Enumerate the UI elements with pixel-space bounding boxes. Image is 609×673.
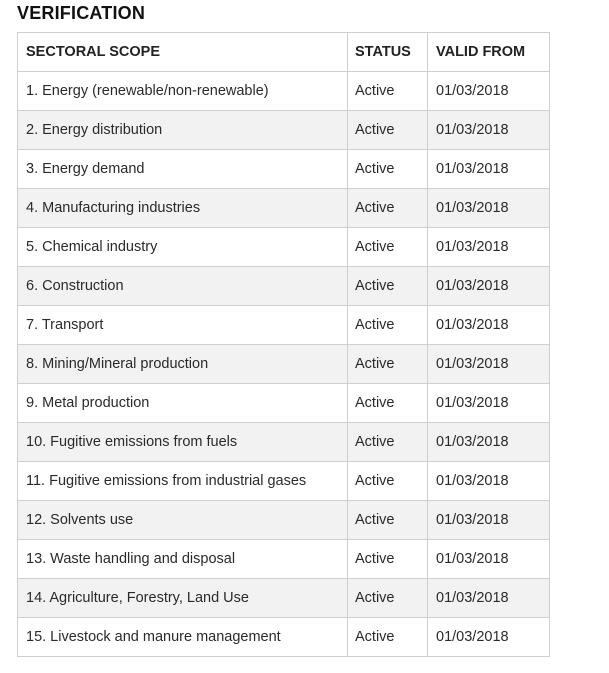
table-row	[18, 189, 550, 228]
table-header-row	[18, 33, 550, 72]
table-row	[18, 72, 550, 111]
cell-status: Active	[348, 345, 428, 384]
cell-sectoral-scope: 9. Metal production	[18, 384, 348, 423]
cell-valid-from: 01/03/2018	[428, 111, 550, 150]
column-header-status: STATUS	[348, 33, 428, 72]
cell-valid-from: 01/03/2018	[428, 462, 550, 501]
cell-status: Active	[348, 423, 428, 462]
cell-sectoral-scope: 2. Energy distribution	[18, 111, 348, 150]
cell-valid-from: 01/03/2018	[428, 540, 550, 579]
cell-status: Active	[348, 384, 428, 423]
verification-table	[17, 32, 550, 657]
cell-status: Active	[348, 579, 428, 618]
cell-sectoral-scope: 13. Waste handling and disposal	[18, 540, 348, 579]
table-row	[18, 306, 550, 345]
table-row	[18, 150, 550, 189]
cell-sectoral-scope: 4. Manufacturing industries	[18, 189, 348, 228]
column-header-sectoral-scope: SECTORAL SCOPE	[18, 33, 348, 72]
cell-valid-from: 01/03/2018	[428, 150, 550, 189]
table-row	[18, 423, 550, 462]
cell-valid-from: 01/03/2018	[428, 72, 550, 111]
verification-table-container	[17, 32, 549, 657]
table-row	[18, 111, 550, 150]
column-header-valid-from: VALID FROM	[428, 33, 550, 72]
table-row	[18, 462, 550, 501]
cell-sectoral-scope: 11. Fugitive emissions from industrial gases	[18, 462, 348, 501]
cell-sectoral-scope: 10. Fugitive emissions from fuels	[18, 423, 348, 462]
cell-sectoral-scope: 8. Mining/Mineral production	[18, 345, 348, 384]
cell-status: Active	[348, 72, 428, 111]
cell-sectoral-scope: 6. Construction	[18, 267, 348, 306]
cell-sectoral-scope: 1. Energy (renewable/non-renewable)	[18, 72, 348, 111]
table-body	[18, 72, 550, 657]
table-row	[18, 618, 550, 657]
table-row	[18, 501, 550, 540]
cell-status: Active	[348, 267, 428, 306]
table-row	[18, 267, 550, 306]
cell-valid-from: 01/03/2018	[428, 228, 550, 267]
cell-status: Active	[348, 150, 428, 189]
table-row	[18, 384, 550, 423]
table-row	[18, 540, 550, 579]
table-row	[18, 228, 550, 267]
cell-valid-from: 01/03/2018	[428, 579, 550, 618]
cell-valid-from: 01/03/2018	[428, 345, 550, 384]
cell-sectoral-scope: 15. Livestock and manure management	[18, 618, 348, 657]
cell-status: Active	[348, 618, 428, 657]
cell-valid-from: 01/03/2018	[428, 501, 550, 540]
cell-sectoral-scope: 5. Chemical industry	[18, 228, 348, 267]
table-row	[18, 345, 550, 384]
cell-status: Active	[348, 189, 428, 228]
cell-valid-from: 01/03/2018	[428, 306, 550, 345]
cell-valid-from: 01/03/2018	[428, 618, 550, 657]
cell-status: Active	[348, 111, 428, 150]
page-title: VERIFICATION	[17, 3, 146, 23]
cell-sectoral-scope: 12. Solvents use	[18, 501, 348, 540]
cell-status: Active	[348, 228, 428, 267]
cell-valid-from: 01/03/2018	[428, 423, 550, 462]
cell-status: Active	[348, 462, 428, 501]
cell-status: Active	[348, 306, 428, 345]
cell-sectoral-scope: 14. Agriculture, Forestry, Land Use	[18, 579, 348, 618]
cell-sectoral-scope: 7. Transport	[18, 306, 348, 345]
cell-status: Active	[348, 501, 428, 540]
cell-valid-from: 01/03/2018	[428, 267, 550, 306]
cell-valid-from: 01/03/2018	[428, 189, 550, 228]
cell-status: Active	[348, 540, 428, 579]
table-row	[18, 579, 550, 618]
cell-valid-from: 01/03/2018	[428, 384, 550, 423]
cell-sectoral-scope: 3. Energy demand	[18, 150, 348, 189]
